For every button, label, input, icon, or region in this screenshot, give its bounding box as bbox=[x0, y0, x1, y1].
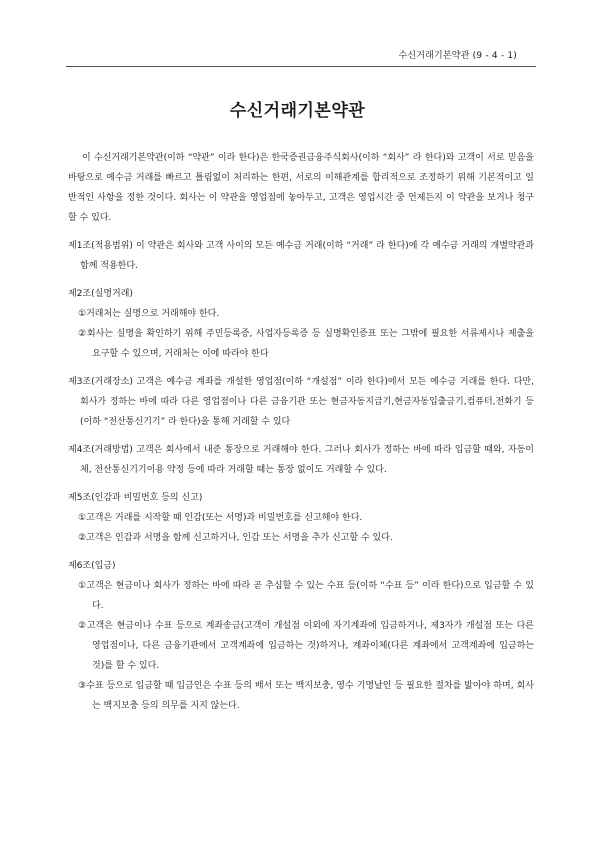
article-6 bbox=[68, 556, 534, 716]
article-3 bbox=[68, 372, 534, 432]
article-4 bbox=[68, 440, 534, 480]
article-heading: 제6조(입금) bbox=[68, 561, 116, 571]
document-body bbox=[68, 148, 534, 724]
article-item: ③수표 등으로 입금할 때 입금인은 수표 등의 배서 또는 백지보충, 영수 기명날인 등 필요한 절차를 밟아야 하며, 회사는 백지보충 등의 의무를 지지 않는다. bbox=[78, 681, 534, 711]
article-item: ①거래처는 실명으로 거래해야 한다. bbox=[78, 309, 220, 319]
article-item: ②고객은 인감과 서명을 함께 신고하거나, 인감 또는 서명을 추가 신고할 수 있다. bbox=[78, 533, 393, 543]
article-2 bbox=[68, 284, 534, 364]
article-text: 제4조(거래방법) 고객은 회사에서 내준 통장으로 거래해야 한다. 그러나 회사가 정하는 바에 따라 입금할 때와, 자동이체, 전산통신기기이용 약정 등에 따라 거래할 때는 통장 없이도 거래할 수 있다. bbox=[68, 445, 534, 475]
article-item: ②회사는 실명을 확인하기 위해 주민등록증, 사업자등록증 등 실명확인증표 또는 그밖에 필요한 서류제시나 제출을 요구할 수 있으며, 거래처는 이에 따라야 한다 bbox=[78, 329, 534, 359]
page-title: 수신거래기본약관 bbox=[229, 101, 366, 121]
article-heading: 제5조(인감과 비밀번호 등의 신고) bbox=[68, 493, 203, 503]
article-item: ②고객은 현금이나 수표 등으로 계좌송금(고객이 개설점 이외에 자기계좌에 입금하거나, 제3자가 개설점 또는 다른 영업점이나, 다른 금융기관에서 고객계좌에 입금하는 것)하거나, 계좌이체(다른 계좌에서 고객계좌에 입금하는 것)를 할 수 있다. bbox=[78, 621, 534, 671]
article-item: ①고객은 거래를 시작할 때 인감(또는 서명)과 비밀번호를 신고해야 한다. bbox=[78, 513, 363, 523]
article-heading: 제2조(실명거래) bbox=[68, 289, 133, 299]
header-rule bbox=[66, 66, 536, 67]
header-code: 수신거래기본약관 (9 - 4 - 1) bbox=[398, 51, 517, 61]
article-text: 제3조(거래장소) 고객은 예수금 계좌를 개설한 영업점(이하 “개설점” 이라 한다)에서 모든 예수금 거래를 한다. 다만, 회사가 정하는 바에 따라 다른 영업점이나 다른 금융기관 또는 현금자동지급기,현금자동입출금기,컴퓨터,전화기 등(이하 “전산통신기기” 라 한다)을 통해 거래할 수 있다 bbox=[68, 377, 534, 427]
preamble: 이 수신거래기본약관(이하 “약관” 이라 한다)은 한국증권금융주식회사(이하 “회사” 라 한다)와 고객이 서로 믿음을 바탕으로 예수금 거래를 빠르고 틀림없이 처리하는 한편, 서로의 이해관계를 합리적으로 조정하기 위해 기본적이고 일반적인 사항을 정한 것이다. 회사는 이 약관을 영업점에 놓아두고, 고객은 영업시간 중 언제든지 이 약관을 보거나 청구할 수 있다. bbox=[68, 153, 534, 223]
article-1 bbox=[68, 236, 534, 276]
article-5 bbox=[68, 488, 534, 548]
article-text: 제1조(적용범위) 이 약관은 회사와 고객 사이의 모든 예수금 거래(이하 “거래” 라 한다)에 각 예수금 거래의 개별약관과 함께 적용한다. bbox=[68, 241, 534, 271]
article-item: ①고객은 현금이나 회사가 정하는 바에 따라 곧 추심할 수 있는 수표 등(이하 “수표 등” 이라 한다)으로 입금할 수 있다. bbox=[78, 581, 534, 611]
